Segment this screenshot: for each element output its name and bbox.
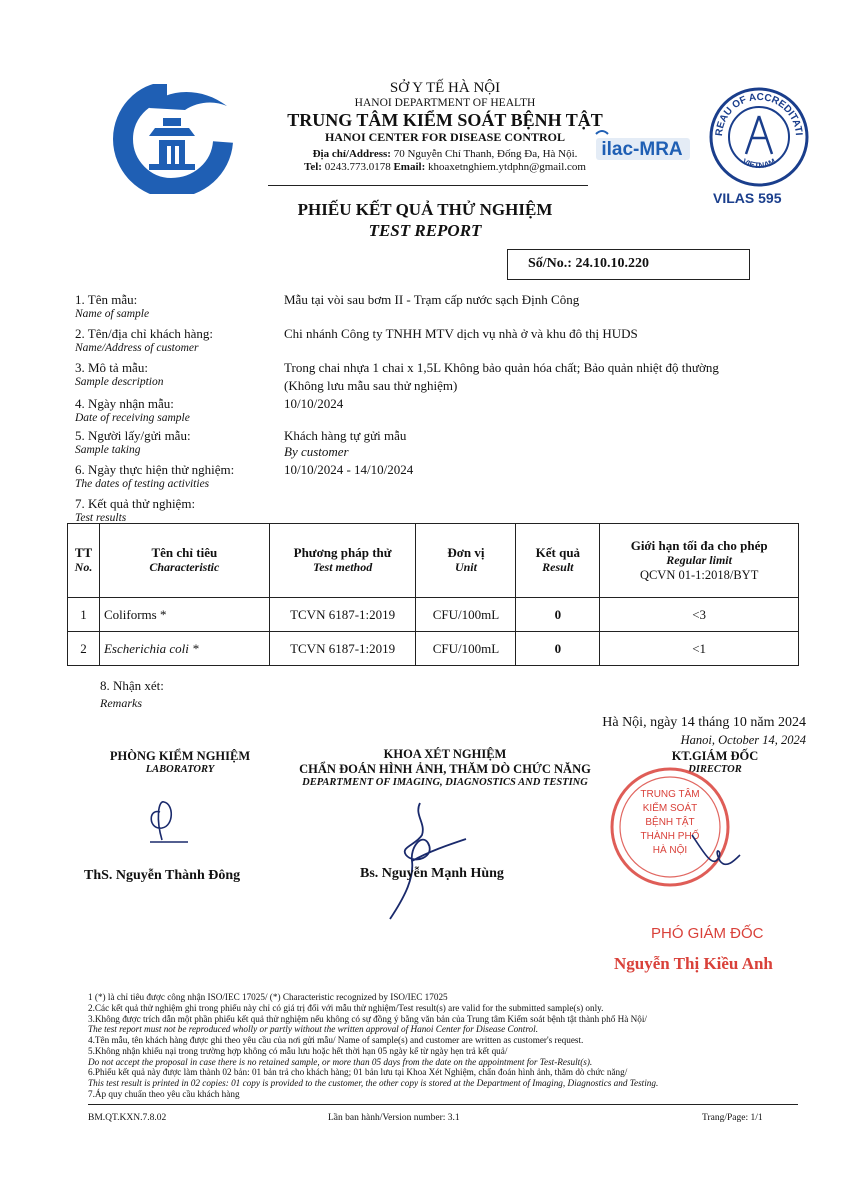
row-1-name: Coliforms * (99, 598, 269, 632)
note-5-en: Do not accept the proposal in case there is no retained sample, or more than 05 days from the date on the appointment for Test-Result(s). (88, 1056, 593, 1067)
tel-value: 0243.773.0178 (324, 160, 391, 173)
dept-title-2: CHẨN ĐOÁN HÌNH ẢNH, THĂM DÒ CHỨC NĂNG (299, 762, 591, 776)
row-2-result: 0 (516, 632, 600, 666)
lab-title-en: LABORATORY (145, 764, 215, 775)
field-2-label: 2. Tên/địa chỉ khách hàng: (75, 326, 214, 341)
report-title-en: TEST REPORT (368, 221, 482, 240)
field-5-value: Khách hàng tự gửi mẫu (284, 428, 407, 443)
form-code: BM.QT.KXN.7.8.02 (88, 1113, 167, 1123)
field-4-value: 10/10/2024 (284, 396, 344, 411)
field-5-en: Sample taking (75, 444, 141, 456)
table-header-row (68, 524, 799, 598)
email-value: khoaxetnghiem.ytdphn@gmail.com (427, 160, 586, 173)
field-3-en: Sample description (75, 376, 164, 388)
boa-bottom-text: VIETNAM (740, 156, 778, 171)
note-5: 5.Không nhận khiếu nại trong trường hợp không có mẫu lưu hoặc hết thời hạn 05 ngày kể từ ngày hẹn trả kết quả/ (88, 1045, 508, 1056)
field-3-value-2: (Không lưu mẫu sau thử nghiệm) (284, 378, 458, 393)
dept-en: HANOI DEPARTMENT OF HEALTH (354, 97, 536, 110)
note-1: 1 (*) là chỉ tiêu được công nhận ISO/IEC 17025/ (*) Characteristic recognized by ISO/IEC 17025 (88, 992, 448, 1002)
issue-date-en: Hanoi, October 14, 2024 (680, 733, 806, 747)
note-7: 7.Áp quy chuẩn theo yêu cầu khách hàng (88, 1088, 240, 1099)
director-title-en: DIRECTOR (688, 764, 742, 775)
row-2-method: TCVN 6187-1:2019 (269, 632, 416, 666)
remarks-en: Remarks (100, 696, 142, 710)
header-method: Phương pháp thử Test method (269, 524, 416, 598)
dept-signer-name: Bs. Nguyễn Mạnh Hùng (360, 866, 504, 881)
footnotes (88, 992, 808, 1100)
ilac-text: ilac-MRA (601, 139, 683, 160)
row-2-unit: CFU/100mL (416, 632, 516, 666)
field-1-en: Name of sample (75, 308, 150, 320)
svg-text:VIETNAM (741, 157, 777, 170)
note-3-en: The test report must not be reproduced wholly or partly without the written approval of Hanoi Center for Disease Control. (88, 1024, 538, 1035)
field-5-value-2: By customer (284, 444, 349, 459)
field-5-label: 5. Người lấy/gửi mẫu: (75, 428, 191, 443)
field-2-en: Name/Address of customer (75, 342, 199, 354)
field-6-value: 10/10/2024 - 14/10/2024 (284, 462, 414, 477)
header-no: TT No. (68, 524, 100, 598)
version-number: Lần ban hành/Version number: 3.1 (328, 1113, 460, 1123)
director-title: KT.GIÁM ĐỐC (671, 749, 759, 763)
dept-title-1: KHOA XÉT NGHIỆM (383, 747, 507, 761)
field-6-label: 6. Ngày thực hiện thử nghiệm: (75, 462, 235, 477)
header-unit: Đơn vị Unit (416, 524, 516, 598)
svg-text:TRUNG TÂM: TRUNG TÂM (640, 789, 700, 800)
svg-text:THÀNH PHỐ: THÀNH PHỐ (640, 831, 700, 842)
field-7-label: 7. Kết quả thử nghiệm: (75, 496, 196, 511)
svg-text:BỆNH TẬT: BỆNH TẬT (645, 817, 695, 828)
official-stamp (600, 765, 750, 895)
dept-signature (370, 795, 480, 925)
footer-rule (88, 1104, 798, 1105)
header-limit: Giới hạn tối đa cho phép Regular limit QCVN 01-1:2018/BYT (600, 524, 799, 598)
table-row (68, 598, 799, 632)
header-characteristic: Tên chỉ tiêu Characteristic (99, 524, 269, 598)
vilas-label: VILAS 595 (713, 190, 782, 206)
field-1-label: 1. Tên mẫu: (75, 292, 138, 307)
lab-signature (140, 790, 200, 860)
field-4-label: 4. Ngày nhận mẫu: (75, 396, 174, 411)
row-1-result: 0 (516, 598, 600, 632)
address-line (250, 148, 640, 161)
row-2-limit: <1 (600, 632, 799, 666)
lab-title: PHÒNG KIỂM NGHIỆM (109, 749, 251, 763)
center-vn: TRUNG TÂM KIỂM SOÁT BỆNH TẬT (287, 110, 603, 131)
vice-director-title: PHÓ GIÁM ĐỐC (651, 925, 764, 942)
row-2-no: 2 (68, 632, 100, 666)
row-1-no: 1 (68, 598, 100, 632)
note-4: 4.Tên mẫu, tên khách hàng được ghi theo yêu cầu của nơi gửi mẫu/ Name of sample(s) and customer are written as customer's request. (88, 1035, 584, 1046)
field-3-label: 3. Mô tả mẫu: (75, 360, 148, 375)
field-4-en: Date of receiving sample (75, 412, 190, 424)
row-2-name: Escherichia coli * (99, 632, 269, 666)
dept-vn: SỞ Y TẾ HÀ NỘI (389, 80, 501, 96)
svg-text:KIỂM SOÁT: KIỂM SOÁT (642, 803, 698, 814)
field-3-value: Trong chai nhựa 1 chai x 1,5L Không bảo quản hóa chất; Bảo quản nhiệt độ thường (284, 360, 719, 375)
contact-line (250, 161, 640, 174)
boa-top-text: REAU OF ACCREDITATI (713, 91, 804, 137)
note-6-en: This test result is printed in 02 copies: 01 copy is provided to the customer, the other copy is stored at the Department of Imaging, Diagnostics and Testing. (88, 1078, 659, 1089)
address-label: Địa chỉ/Address: (312, 147, 391, 160)
center-en: HANOI CENTER FOR DISEASE CONTROL (324, 130, 566, 145)
report-number-value: 24.10.10.220 (575, 256, 649, 271)
note-2: 2.Các kết quả thử nghiệm ghi trong phiếu này chỉ có giá trị đối với mẫu thử nghiệm/Test result(s) are valid for the submitted sample(s) only. (88, 1002, 604, 1013)
lab-signer-name: ThS. Nguyễn Thành Đông (84, 868, 241, 883)
row-1-unit: CFU/100mL (416, 598, 516, 632)
report-number-box (507, 249, 750, 280)
accreditation-seal (708, 86, 810, 188)
field-7-en: Test results (75, 512, 127, 524)
report-number-label: Số/No.: (528, 256, 572, 271)
field-1-value: Mẫu tại vòi sau bơm II - Trạm cấp nước sạch Định Công (284, 292, 580, 307)
email-label: Email: (393, 160, 426, 173)
svg-text:HÀ NỘI: HÀ NỘI (652, 845, 688, 856)
tel-label: Tel: (304, 160, 322, 173)
svg-text:BUREAU OF ACCREDITATION (708, 86, 804, 137)
director-signer-name: Nguyễn Thị Kiều Anh (614, 954, 773, 973)
table-row (68, 632, 799, 666)
header-result: Kết quả Result (516, 524, 600, 598)
row-1-limit: <3 (600, 598, 799, 632)
header-rule (268, 185, 588, 186)
remarks-label: 8. Nhận xét: (100, 678, 164, 693)
field-6-en: The dates of testing activities (75, 478, 210, 490)
ilac-mra-logo (592, 126, 694, 166)
report-title-vn: PHIẾU KẾT QUẢ THỬ NGHIỆM (297, 200, 553, 219)
field-2-value: Chi nhánh Công ty TNHH MTV dịch vụ nhà ở và khu đô thị HUDS (284, 326, 638, 341)
row-1-method: TCVN 6187-1:2019 (269, 598, 416, 632)
note-6: 6.Phiếu kết quả này được làm thành 02 bản: 01 bản trả cho khách hàng; 01 bản lưu tại Khoa Xét Nghiệm, chẩn đoán hình ảnh, thăm dò chức năng/ (88, 1067, 628, 1078)
hanoi-cdc-logo (103, 84, 247, 194)
dept-title-en: DEPARTMENT OF IMAGING, DIAGNOSTICS AND TESTING (302, 777, 588, 788)
page-number: Trang/Page: 1/1 (702, 1113, 763, 1123)
address-value: 70 Nguyễn Chí Thanh, Đống Đa, Hà Nội. (393, 147, 578, 160)
issue-date-vn: Hà Nội, ngày 14 tháng 10 năm 2024 (602, 715, 806, 730)
note-3: 3.Không được trích dẫn một phần phiếu kết quả thử nghiệm nếu không có sự đồng ý bằng văn bản của Trung tâm Kiểm soát bệnh tật thành phố Hà Nội/ (88, 1013, 647, 1024)
results-table (67, 523, 799, 666)
